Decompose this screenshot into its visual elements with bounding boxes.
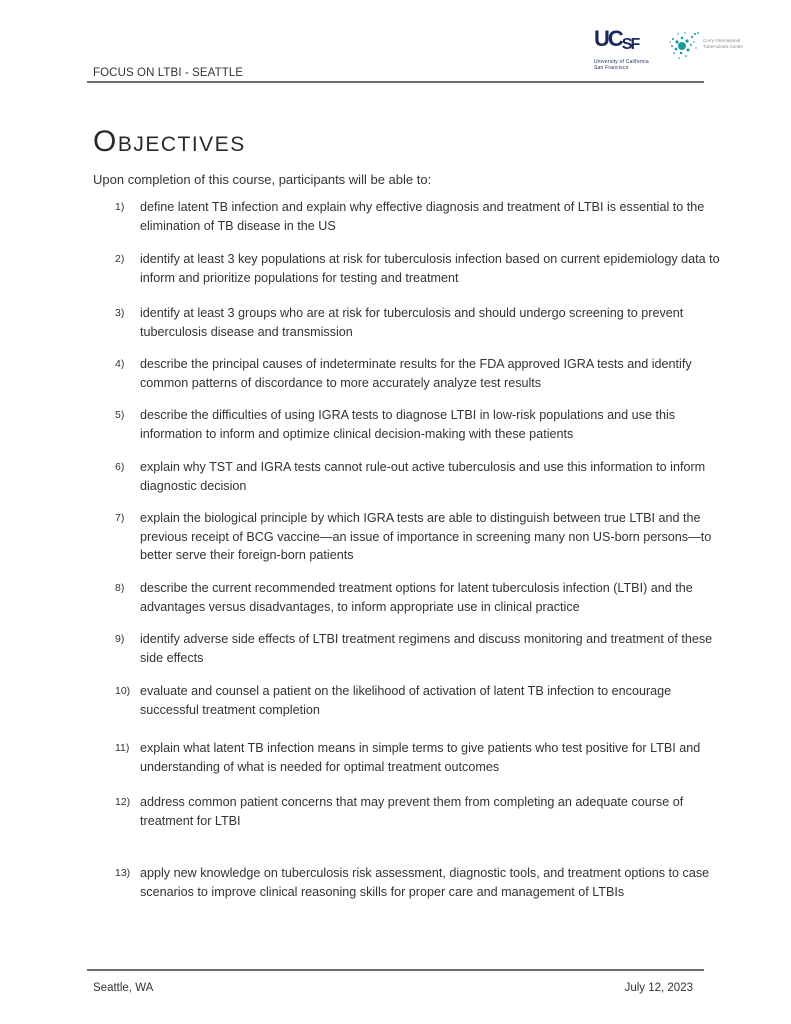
page-title: Objectives (93, 125, 246, 159)
curry-center-logo (668, 28, 744, 68)
objective-item (115, 630, 730, 667)
objective-text: explain the biological principle by which IGRA tests are able to distinguish between true LTBI and the previous receipt of BCG vaccine—an issue of importance in screening many non US-born persons—to better serve their foreign-born patients (140, 511, 712, 562)
objective-item (115, 355, 730, 392)
objective-item (115, 304, 730, 341)
objective-item (115, 509, 730, 565)
footer-location: Seattle, WA (93, 982, 154, 994)
objective-text: address common patient concerns that may prevent them from completing an adequate course of treatment for LTBI (140, 795, 684, 828)
header-divider (87, 81, 704, 83)
footer-date: July 12, 2023 (624, 982, 693, 994)
objective-number: 3) (115, 307, 125, 319)
objective-text: describe the current recommended treatment options for latent tuberculosis infection (LTBI) and the advantages versus disadvantages, to inform appropriate use in clinical practice (140, 581, 693, 614)
objective-text: explain what latent TB infection means in simple terms to give patients who test positive for LTBI and understanding of what is needed for optimal treatment outcomes (140, 741, 701, 774)
objective-number: 13) (115, 867, 131, 879)
curry-center-subtitle: Curry International Tuberculosis Center (703, 38, 744, 49)
objective-item (115, 198, 730, 235)
objective-item (115, 458, 730, 495)
objective-number: 2) (115, 253, 125, 265)
objective-text: describe the difficulties of using IGRA tests to diagnose LTBI in low-risk populations and use this information to inform and optimize clinical decision-making with these patients (140, 408, 676, 441)
objective-number: 6) (115, 461, 125, 473)
objective-number: 8) (115, 582, 125, 594)
objective-number: 4) (115, 358, 125, 370)
objective-text: identify at least 3 groups who are at risk for tuberculosis and should undergo screening to prevent tuberculosis disease and transmission (140, 306, 684, 339)
objective-item (115, 864, 730, 901)
objective-item (115, 406, 730, 443)
objective-number: 9) (115, 633, 125, 645)
ucsf-logo (594, 26, 656, 71)
objective-item (115, 682, 730, 719)
objective-text: describe the principal causes of indeterminate results for the FDA approved IGRA tests and identify common patterns of discordance to more accurately analyze test results (140, 357, 692, 390)
objectives-list (115, 198, 720, 918)
objective-item (115, 793, 730, 830)
objective-text: apply new knowledge on tuberculosis risk assessment, diagnostic tools, and treatment options to case scenarios to improve clinical reasoning skills for proper care and management of LTBIs (140, 866, 710, 899)
footer-divider (87, 969, 704, 971)
objective-text: identify at least 3 key populations at risk for tuberculosis infection based on current epidemiology data to inform and prioritize populations for testing and treatment (140, 252, 720, 285)
running-header: FOCUS ON LTBI - SEATTLE (93, 67, 244, 79)
objective-text: evaluate and counsel a patient on the likelihood of activation of latent TB infection to encourage successful treatment completion (140, 684, 672, 717)
ucsf-logo-subtitle: University of California San Francisco (594, 59, 649, 71)
objective-number: 10) (115, 685, 131, 697)
objective-number: 7) (115, 512, 125, 524)
objective-item (115, 739, 730, 776)
objective-number: 1) (115, 201, 125, 213)
objective-number: 5) (115, 409, 125, 421)
objective-number: 11) (115, 742, 130, 754)
objective-text: define latent TB infection and explain why effective diagnosis and treatment of LTBI is essential to the elimination of TB disease in the US (140, 200, 705, 233)
objective-number: 12) (115, 796, 131, 808)
objective-text: explain why TST and IGRA tests cannot rule-out active tuberculosis and use this information to inform diagnostic decision (140, 460, 706, 493)
starburst-icon (668, 28, 702, 62)
objective-item (115, 250, 730, 287)
ucsf-logo-mark: UCSF (594, 26, 639, 53)
intro-text: Upon completion of this course, participants will be able to: (93, 172, 432, 187)
objective-item (115, 579, 730, 616)
objective-text: identify adverse side effects of LTBI treatment regimens and discuss monitoring and treatment of these side effects (140, 632, 713, 665)
